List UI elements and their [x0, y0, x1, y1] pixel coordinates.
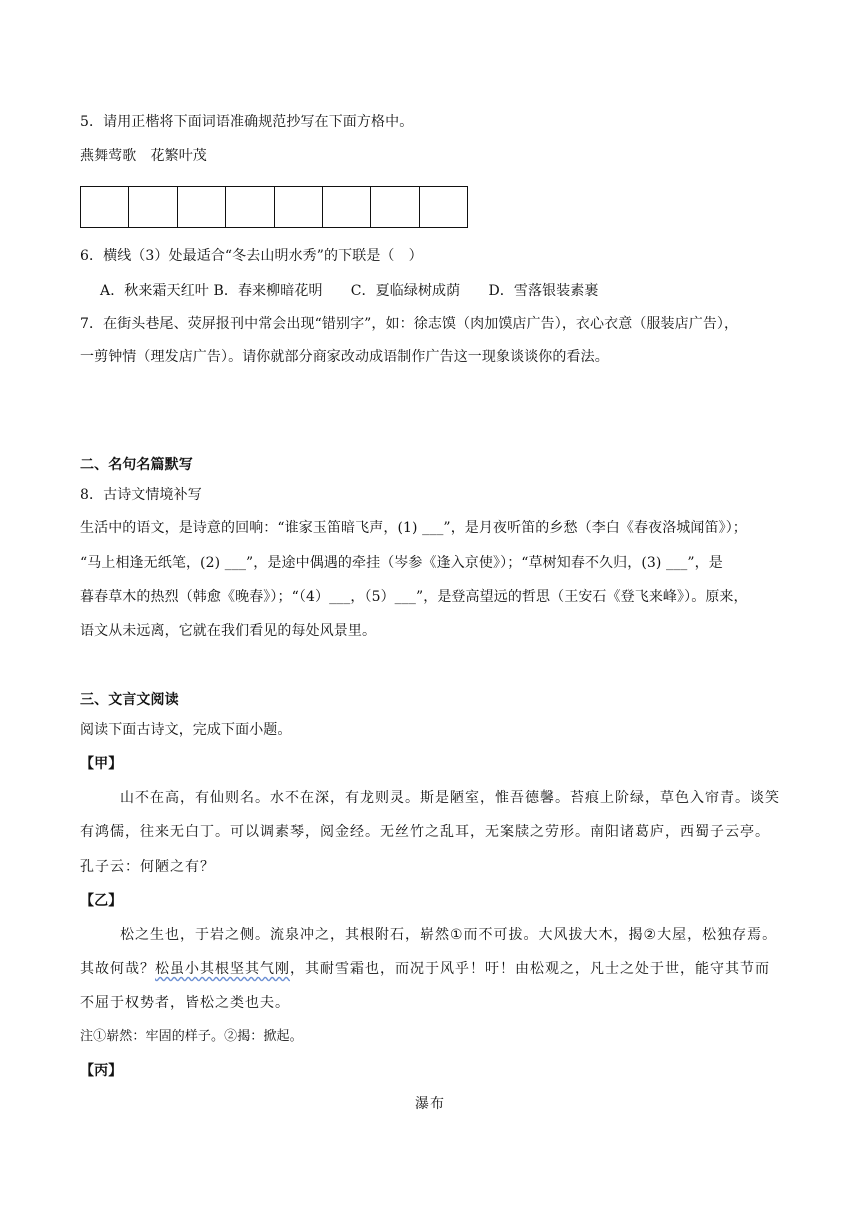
- grid-cell[interactable]: [275, 187, 323, 227]
- section-3-intro: 阅读下面古诗文，完成下面小题。: [80, 722, 292, 738]
- question-5-words: 燕舞莺歌 花繁叶茂: [80, 148, 207, 164]
- passage-jia-line-1: 山不在高，有仙则名。水不在深，有龙则灵。斯是陋室，惟吾德馨。苔痕上阶绿，草色入帘青。谈笑: [120, 790, 780, 806]
- question-8-line-4: 语文从未远离，它就在我们看见的每处风景里。: [80, 623, 377, 639]
- passage-jia-label: 【甲】: [80, 756, 123, 772]
- passage-bing-label: 【丙】: [80, 1063, 123, 1079]
- passage-yi-line-2-start: 其故何哉？: [80, 961, 155, 977]
- passage-yi-label: 【乙】: [80, 893, 123, 909]
- passage-yi-line-2-end: ，其耐雪霜也，而况于风乎！吁！由松观之，凡士之处于世，能守其节而: [290, 961, 770, 977]
- grid-cell[interactable]: [129, 187, 177, 227]
- question-6-prompt: 6．横线（3）处最适合“冬去山明水秀”的下联是（ ）: [80, 248, 423, 264]
- question-8-line-2: “马上相逢无纸笔，(2) ___”，是途中偶遇的牵挂（岑参《逢入京使》）；“草树知春不久归，(3) ___”，是: [80, 555, 723, 571]
- question-8-line-1: 生活中的语文，是诗意的回响：“谁家玉笛暗飞声，(1) ___”，是月夜听笛的乡愁（李白《春夜洛城闻笛》）；: [80, 520, 747, 536]
- question-7-line-2: 一剪钟情（理发店广告）。请你就部分商家改动成语制作广告这一现象谈谈你的看法。: [80, 349, 609, 365]
- section-3-title: 三、文言文阅读: [80, 692, 179, 708]
- passage-jia-line-2: 有鸿儒，往来无白丁。可以调素琴，阅金经。无丝竹之乱耳，无案牍之劳形。南阳诸葛庐，西蜀子云亭。: [80, 824, 770, 840]
- question-7-line-1: 7．在街头巷尾、荧屏报刊中常会出现“错别字”，如：徐志馍（肉加馍店广告），衣心衣意（服装店广告），: [80, 316, 739, 332]
- passage-yi-note: 注①崭然：牢固的样子。②揭：掀起。: [80, 1029, 303, 1044]
- grid-cell[interactable]: [226, 187, 274, 227]
- writing-grid[interactable]: [80, 186, 468, 228]
- section-2-title: 二、名句名篇默写: [80, 457, 193, 473]
- grid-cell[interactable]: [371, 187, 419, 227]
- grid-cell[interactable]: [323, 187, 371, 227]
- passage-yi-line-3: 不屈于权势者，皆松之类也夫。: [80, 995, 290, 1011]
- question-8-line-3: 暮春草木的热烈（韩愈《晚春》）；“（4）___，（5）___”，是登高望远的哲思（王安石《登飞来峰》）。原来，: [80, 589, 748, 605]
- passage-yi-line-2: [80, 959, 770, 979]
- wavy-underlined-sentence: 松虽小其根坚其气刚: [155, 961, 290, 977]
- passage-jia-line-3: 孔子云：何陋之有？: [80, 859, 215, 875]
- grid-cell[interactable]: [81, 187, 129, 227]
- passage-bing-title: 瀑布: [415, 1096, 445, 1112]
- question-8-title: 8．古诗文情境补写: [80, 487, 202, 503]
- passage-yi-line-1: 松之生也，于岩之侧。流泉冲之，其根附石，崭然①而不可拔。大风拔大木，揭②大屋，松独存焉。: [120, 927, 778, 943]
- grid-cell[interactable]: [178, 187, 226, 227]
- question-6-options: A．秋来霜天红叶 B．春来柳暗花明 C．夏临绿树成荫 D．雪落银装素裹: [100, 283, 599, 299]
- grid-cell[interactable]: [420, 187, 468, 227]
- question-5-prompt: 5．请用正楷将下面词语准确规范抄写在下面方格中。: [80, 114, 414, 130]
